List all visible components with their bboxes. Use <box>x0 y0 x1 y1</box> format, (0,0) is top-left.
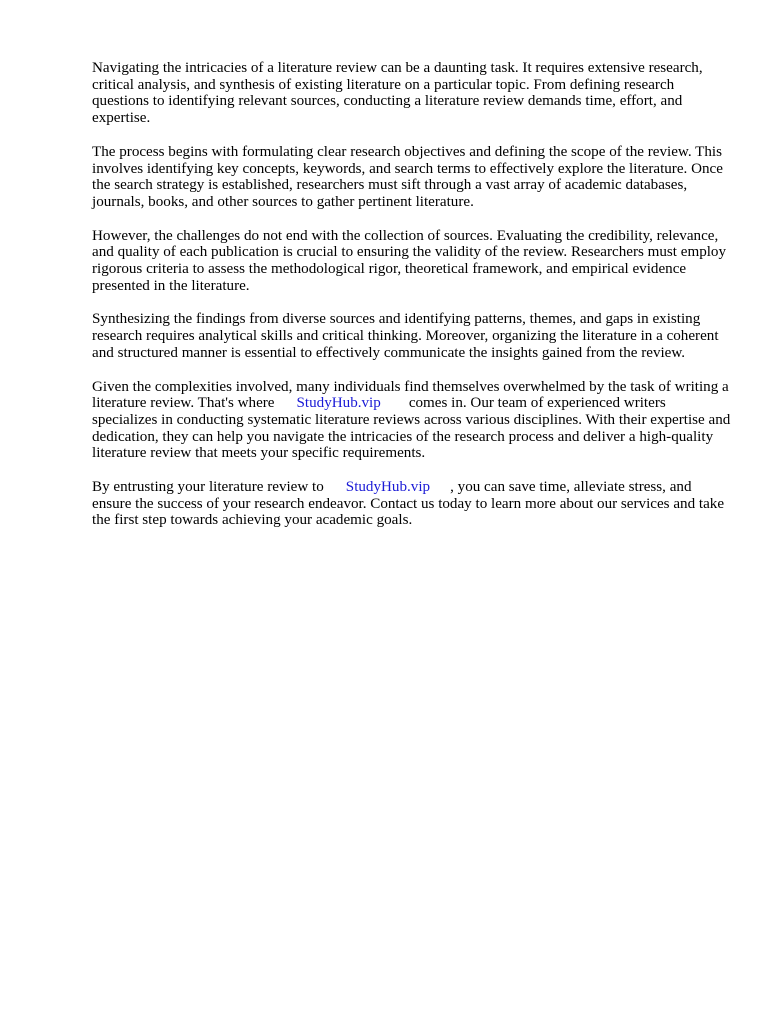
document-page <box>92 60 732 546</box>
paragraph-challenges: However, the challenges do not end with the collection of sources. Evaluating the credibility, relevance, and quality of each publication is crucial to ensuring the validity of the review. Researchers must employ rigorous criteria to assess the methodological rigor, theoretical framework, and empirical evidence presented in the literature. <box>92 227 727 294</box>
paragraph-service-text-before: Given the complexities involved, many individuals find themselves overwhelmed by the task of writing a literature review. That's where <box>92 378 729 412</box>
paragraph-closing <box>92 479 732 529</box>
paragraph-process: The process begins with formulating clear research objectives and defining the scope of the review. This involves identifying key concepts, keywords, and search terms to effectively explore the literature. Once the search strategy is established, researchers must sift through a vast array of academic databases, journals, books, and other sources to gather pertinent literature. <box>92 143 723 210</box>
paragraph-service <box>92 379 732 463</box>
studyhub-link[interactable]: StudyHub.vip <box>296 395 381 412</box>
paragraph-closing-text-after: , you can save time, alleviate stress, and ensure the success of your research endeavor. Contact us today to learn more about our services and take the first step towards achieving your academic goals. <box>92 479 725 529</box>
paragraph-intro: Navigating the intricacies of a literature review can be a daunting task. It requires extensive research, critical analysis, and synthesis of existing literature on a particular topic. From defining research questions to identifying relevant sources, conducting a literature review demands time, effort, and expertise. <box>92 60 703 127</box>
studyhub-link-closing[interactable]: StudyHub.vip <box>345 479 431 496</box>
paragraph-service-text-after: comes in. Our team of experienced writers specializes in conducting systematic literature reviews across various disciplines. With their expertise and dedication, they can help you navigate the intricacies of the research process and deliver a high-quality literature review that meets your specific requirements. <box>92 395 731 462</box>
paragraph-closing-text-before: By entrusting your literature review to <box>92 479 324 496</box>
paragraph-synthesis: Synthesizing the findings from diverse sources and identifying patterns, themes, and gaps in existing research requires analytical skills and critical thinking. Moreover, organizing the literature in a coherent and structured manner is essential to effectively communicate the insights gained from the review. <box>92 311 719 361</box>
